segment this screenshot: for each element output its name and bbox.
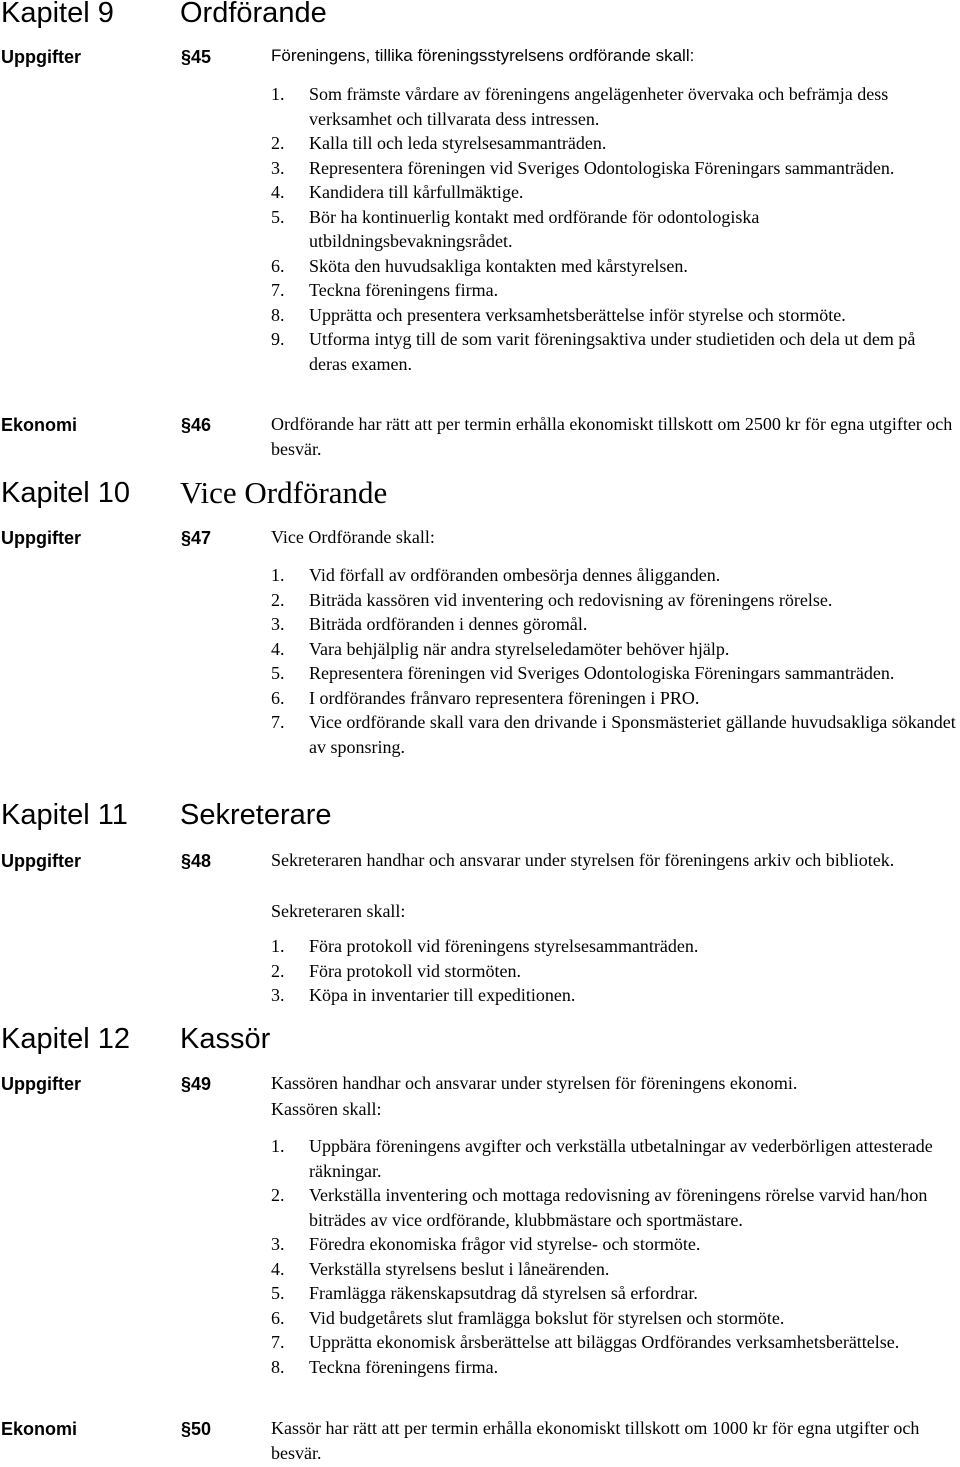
list-item (271, 1134, 956, 1183)
list-item-number: 8. (271, 1356, 285, 1377)
section-intro-secondary: Kassören skall: (271, 1099, 382, 1119)
list-item-number: 4. (271, 638, 285, 659)
list-item (271, 131, 956, 156)
section-intro: Sekreteraren handhar och ansvarar under styrelsen för föreningens arkiv och bibliotek. (271, 850, 895, 870)
list-item-text: Sköta den huvudsakliga kontakten med kårstyrelsen. (309, 255, 688, 276)
list-item (271, 661, 956, 686)
paragraph-number: §46 (181, 415, 212, 435)
list-item-text: Föra protokoll vid stormöten. (309, 960, 521, 981)
list-item (271, 588, 956, 613)
list-item-text: I ordförandes frånvaro representera föreningen i PRO. (309, 687, 700, 708)
section-label: Ekonomi (1, 1419, 78, 1439)
list-item (271, 1330, 956, 1355)
list-item-text: Representera föreningen vid Sveriges Odontologiska Föreningars sammanträden. (309, 157, 895, 178)
chapter-title: Sekreterare (180, 799, 332, 831)
paragraph-number: §47 (181, 528, 212, 548)
list-item (271, 686, 956, 711)
duty-list (271, 563, 956, 759)
section-label: Ekonomi (1, 415, 78, 435)
list-item (271, 156, 956, 181)
list-item (271, 82, 956, 131)
list-item (271, 1355, 956, 1380)
list-item (271, 959, 956, 984)
list-item-number: 2. (271, 589, 285, 610)
list-item-text: Vice ordförande skall vara den drivande i Sponsmästeriet gällande huvudsakliga sökandet av sponsring. (309, 712, 956, 757)
list-item (271, 327, 956, 376)
list-item (271, 1281, 956, 1306)
list-item-text: Biträda kassören vid inventering och redovisning av föreningens rörelse. (309, 589, 833, 610)
chapter-number: Kapitel 10 (1, 477, 130, 509)
list-item-text: Teckna föreningens firma. (309, 280, 499, 300)
chapter-title: Ordförande (180, 0, 327, 29)
list-item (271, 180, 956, 205)
list-item-number: 3. (271, 157, 285, 178)
list-item (271, 1257, 956, 1282)
list-item (271, 1183, 956, 1232)
section-intro: Vice Ordförande skall: (271, 527, 435, 547)
list-item-number: 2. (271, 1185, 285, 1205)
section-intro: Föreningens, tillika föreningsstyrelsens ordförande skall: (271, 46, 695, 65)
list-item (271, 1232, 956, 1257)
section-intro-secondary: Sekreteraren skall: (271, 901, 406, 921)
list-item-number: 1. (271, 936, 285, 956)
list-item-number: 3. (271, 985, 285, 1005)
list-item-text: Teckna föreningens firma. (309, 1356, 499, 1377)
list-item-text: Representera föreningen vid Sveriges Odontologiska Föreningars sammanträden. (309, 663, 895, 683)
list-item-number: 5. (271, 1283, 285, 1303)
list-item-text: Framlägga räkenskapsutdrag då styrelsen så erfordrar. (309, 1283, 698, 1303)
list-item-text: Upprätta ekonomisk årsberättelse att biläggas Ordförandes verksamhetsberättelse. (309, 1332, 900, 1352)
list-item-number: 1. (271, 1136, 285, 1156)
list-item-text: Föredra ekonomiska frågor vid styrelse- och stormöte. (309, 1234, 701, 1254)
list-item-number: 6. (271, 1307, 285, 1328)
list-item-text: Biträda ordföranden i dennes göromål. (309, 614, 588, 634)
section-label: Uppgifter (1, 1074, 81, 1094)
list-item-text: Kalla till och leda styrelsesammanträden. (309, 133, 607, 153)
list-item (271, 254, 956, 279)
list-item-number: 5. (271, 206, 285, 227)
list-item-text: Köpa in inventarier till expeditionen. (309, 985, 576, 1005)
paragraph-number: §50 (181, 1419, 212, 1439)
paragraph-number: §45 (181, 47, 212, 67)
list-item-text: Vara behjälplig när andra styrelseledamöter behöver hjälp. (309, 638, 730, 659)
list-item-number: 7. (271, 712, 285, 732)
chapter-number: Kapitel 12 (1, 1023, 130, 1055)
list-item-number: 4. (271, 182, 285, 202)
paragraph-number: §49 (181, 1074, 212, 1094)
list-item-number: 2. (271, 133, 285, 153)
list-item-text: Bör ha kontinuerlig kontakt med ordförande för odontologiska utbildningsbevakningsrådet. (309, 206, 760, 251)
list-item-number: 6. (271, 255, 285, 276)
paragraph-number: §48 (181, 851, 212, 871)
list-item-text: Verkställa styrelsens beslut i låneärenden. (309, 1258, 610, 1279)
list-item-text: Vid förfall av ordföranden ombesörja dennes åligganden. (309, 565, 721, 585)
list-item-text: Upprätta och presentera verksamhetsberättelse inför styrelse och stormöte. (309, 304, 846, 325)
list-item-text: Föra protokoll vid föreningens styrelsesammanträden. (309, 936, 699, 956)
list-item-number: 1. (271, 84, 285, 104)
list-item-text: Som främste vårdare av föreningens angelägenheter övervaka och befrämja dess verksamhet och tillvarata dess intressen. (309, 84, 889, 129)
list-item (271, 303, 956, 328)
section-label: Uppgifter (1, 528, 81, 548)
duty-list (271, 1134, 956, 1379)
list-item (271, 278, 956, 303)
list-item-text: Verkställa inventering och mottaga redovisning av föreningens rörelse varvid han/hon biträdes av vice ordförande, klubbmästare och sportmästare. (309, 1185, 928, 1230)
list-item-number: 6. (271, 687, 285, 708)
list-item (271, 205, 956, 254)
chapter-number: Kapitel 11 (1, 799, 128, 831)
list-item (271, 637, 956, 662)
section-intro: Kassören handhar och ansvarar under styrelsen för föreningens ekonomi. (271, 1073, 798, 1093)
list-item-text: Uppbära föreningens avgifter och verkställa utbetalningar av vederbörligen attesterade räkningar. (309, 1136, 933, 1181)
list-item-number: 1. (271, 565, 285, 585)
section-intro: Kassör har rätt att per termin erhålla ekonomiskt tillskott om 1000 kr för egna utgifter och besvär. (271, 1418, 920, 1463)
list-item-number: 4. (271, 1258, 285, 1279)
section-label: Uppgifter (1, 851, 81, 871)
list-item-number: 3. (271, 1234, 285, 1254)
chapter-title: Kassör (180, 1023, 271, 1055)
duty-list (271, 934, 956, 1008)
list-item-number: 7. (271, 280, 285, 300)
list-item-text: Vid budgetårets slut framlägga bokslut för styrelsen och stormöte. (309, 1307, 785, 1328)
list-item-number: 5. (271, 663, 285, 683)
list-item-text: Utforma intyg till de som varit föreningsaktiva under studietiden och dela ut dem på deras examen. (309, 329, 916, 374)
list-item (271, 612, 956, 637)
section-intro: Ordförande har rätt att per termin erhålla ekonomiskt tillskott om 2500 kr för egna utgifter och besvär. (271, 414, 953, 459)
list-item (271, 710, 956, 759)
list-item-number: 3. (271, 614, 285, 634)
list-item (271, 983, 956, 1008)
list-item (271, 934, 956, 959)
list-item (271, 1306, 956, 1331)
duty-list (271, 82, 956, 376)
list-item (271, 563, 956, 588)
chapter-title: Vice Ordförande (180, 475, 388, 510)
list-item-number: 9. (271, 329, 285, 349)
chapter-number: Kapitel 9 (1, 0, 114, 29)
section-label: Uppgifter (1, 47, 81, 67)
list-item-number: 7. (271, 1332, 285, 1352)
list-item-number: 8. (271, 304, 285, 325)
list-item-number: 2. (271, 960, 285, 981)
list-item-text: Kandidera till kårfullmäktige. (309, 182, 524, 202)
